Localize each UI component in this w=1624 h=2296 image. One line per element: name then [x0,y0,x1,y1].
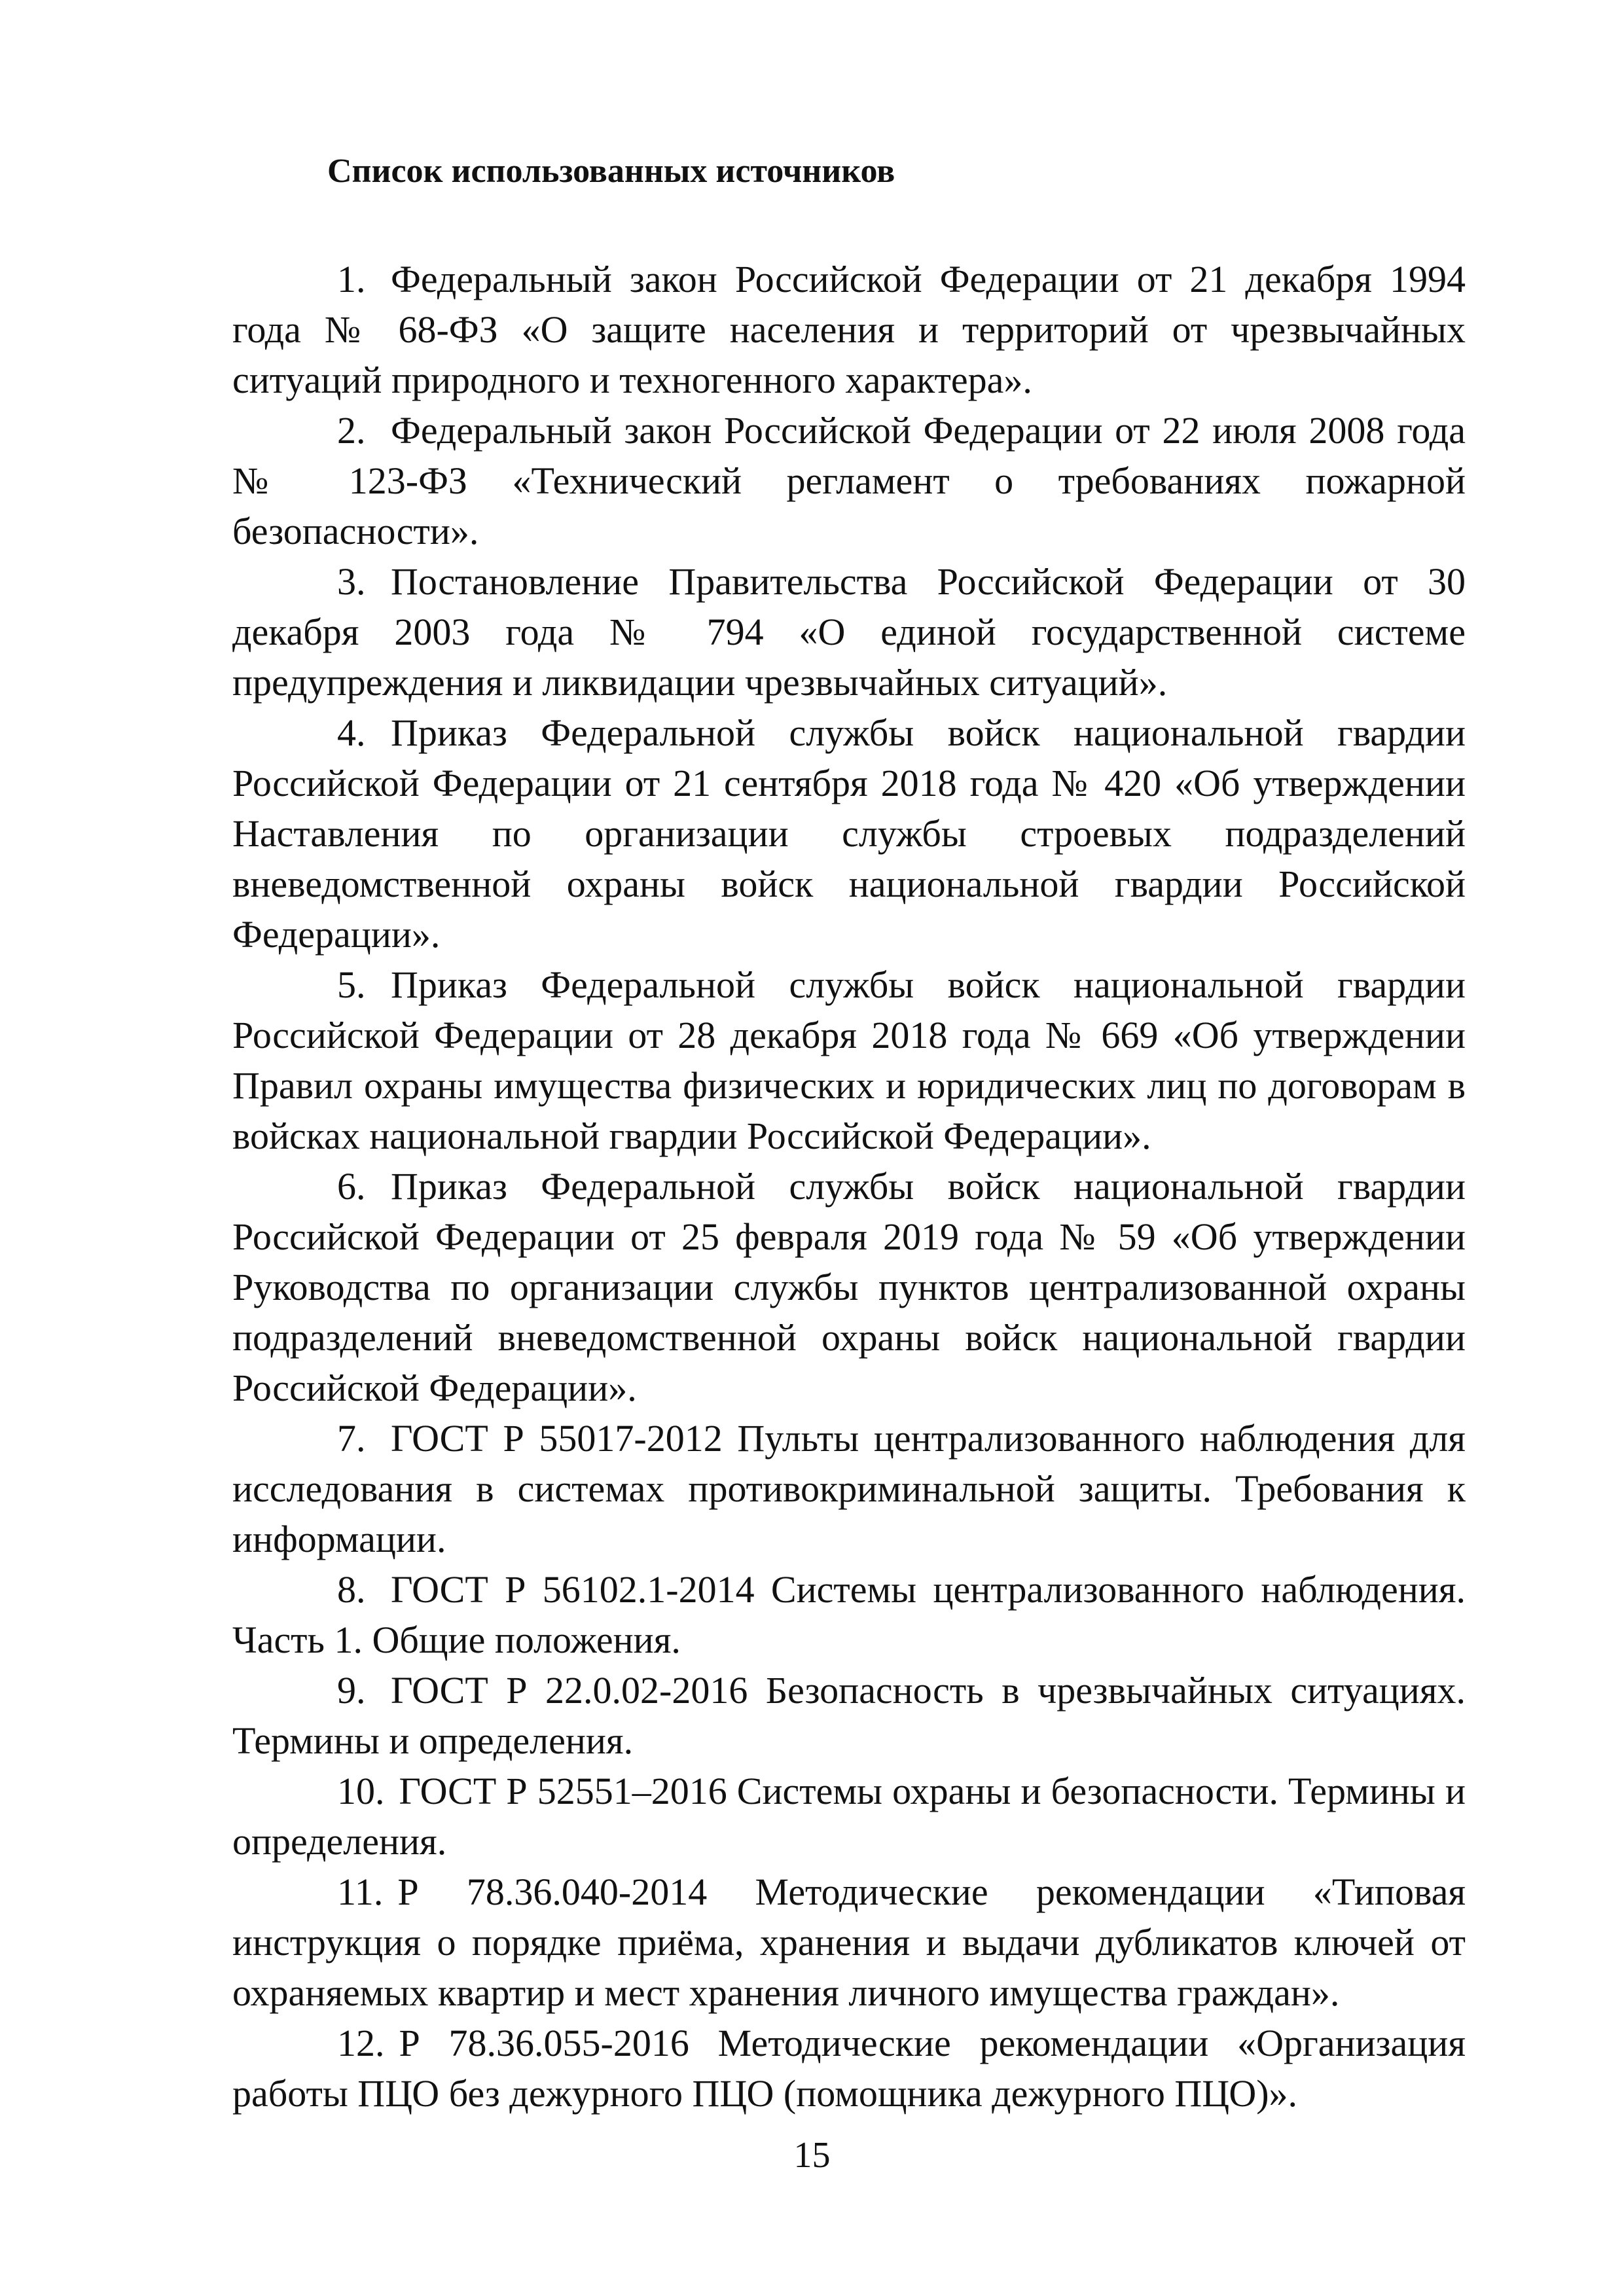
reference-text: ГОСТ Р 22.0.02-2016 Безопасность в чрезвычайных ситуациях. Термины и определения. [232,1669,1466,1762]
reference-number: 3. [337,560,366,603]
reference-item [232,405,1466,556]
reference-text: Федеральный закон Российской Федерации от 22 июля 2008 года № 123-ФЗ «Технический регламент о требованиях пожарной безопасности». [232,409,1466,552]
reference-item [232,1665,1466,1766]
page-title: Список использованных источников [327,152,895,190]
reference-number: 11. [337,1871,384,1913]
reference-text: Р 78.36.055-2016 Методические рекомендации «Организация работы ПЦО без дежурного ПЦО (помощника дежурного ПЦО)». [232,2022,1466,2115]
reference-item [232,254,1466,405]
reference-number: 2. [337,409,366,452]
reference-number: 1. [337,258,366,300]
reference-item [232,1413,1466,1564]
reference-number: 5. [337,963,366,1006]
reference-item [232,2018,1466,2119]
reference-number: 8. [337,1568,366,1611]
reference-text: Постановление Правительства Российской Федерации от 30 декабря 2003 года № 794 «О единой государственной системе предупреждения и ликвидации чрезвычайных ситуаций». [232,560,1466,704]
reference-item [232,1867,1466,2018]
reference-item [232,708,1466,960]
reference-item [232,1766,1466,1867]
reference-text: Приказ Федеральной службы войск национальной гвардии Российской Федерации от 28 декабря 2018 года № 669 «Об утверждении Правил охраны имущества физических и юридических лиц по договорам в войсках национальной гвардии Российской Федерации». [232,963,1466,1157]
reference-text: ГОСТ Р 52551–2016 Системы охраны и безопасности. Термины и определения. [232,1770,1466,1863]
reference-number: 6. [337,1165,366,1208]
reference-item [232,1161,1466,1413]
reference-text: Р 78.36.040-2014 Методические рекомендации «Типовая инструкция о порядке приёма, хранения и выдачи дубликатов ключей от охраняемых квартир и мест хранения личного имущества граждан». [232,1871,1466,2014]
reference-item [232,1564,1466,1665]
reference-number: 4. [337,711,366,754]
reference-text: ГОСТ Р 55017-2012 Пульты централизованного наблюдения для исследования в системах противокриминальной защиты. Требования к информации. [232,1417,1466,1560]
reference-list [232,254,1466,2119]
reference-number: 12. [337,2022,385,2064]
reference-item [232,556,1466,708]
reference-number: 7. [337,1417,366,1460]
page-number: 15 [793,2135,831,2176]
reference-item [232,960,1466,1161]
reference-text: Приказ Федеральной службы войск национальной гвардии Российской Федерации от 21 сентября 2018 года № 420 «Об утверждении Наставления по организации службы строевых подразделений вневедомственной охраны войск национальной гвардии Российской Федерации». [232,711,1466,956]
reference-text: Федеральный закон Российской Федерации от 21 декабря 1994 года № 68-ФЗ «О защите населения и территорий от чрезвычайных ситуаций природного и техногенного характера». [232,258,1466,401]
reference-text: ГОСТ Р 56102.1-2014 Системы централизованного наблюдения. Часть 1. Общие положения. [232,1568,1466,1661]
reference-number: 9. [337,1669,366,1712]
reference-text: Приказ Федеральной службы войск национальной гвардии Российской Федерации от 25 февраля 2019 года № 59 «Об утверждении Руководства по организации службы пунктов централизованной охраны подразделений вневедомственной охраны войск национальной гвардии Российской Федерации». [232,1165,1466,1409]
reference-number: 10. [337,1770,385,1812]
